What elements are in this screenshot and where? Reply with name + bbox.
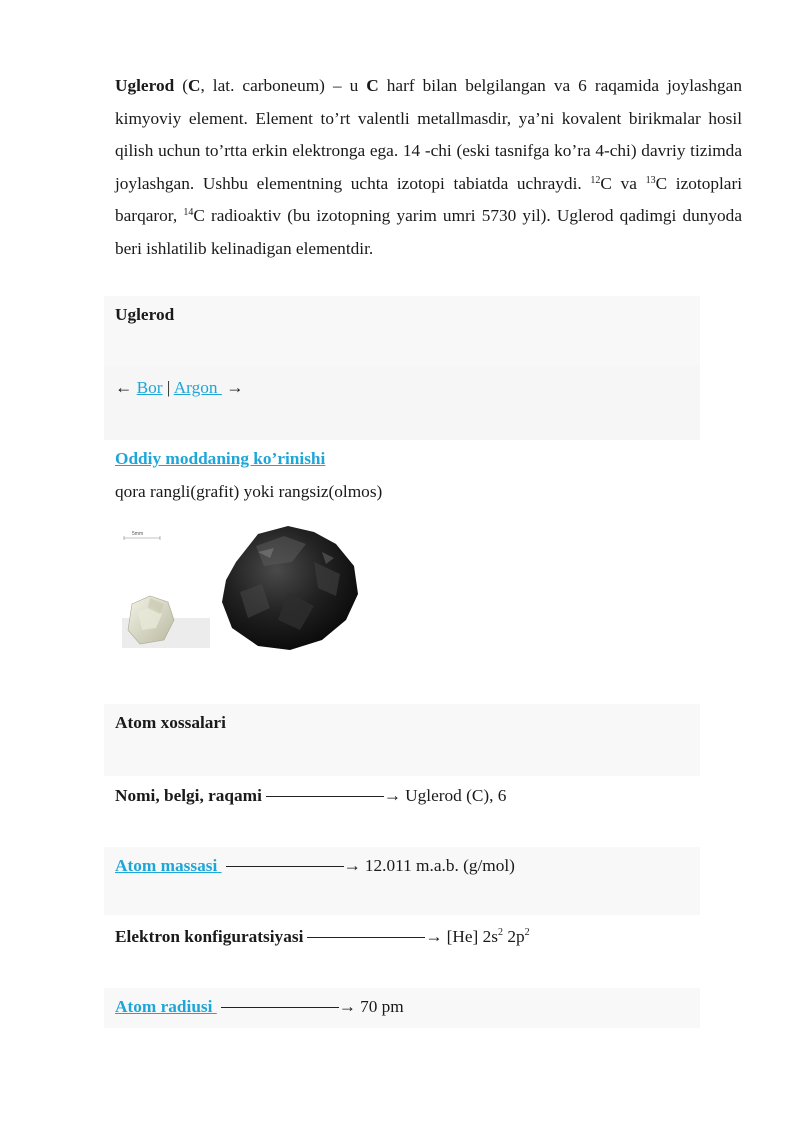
element-symbol: C: [187, 76, 201, 95]
arrow-right-icon: →: [343, 856, 361, 875]
arrow-right-icon: →: [338, 997, 357, 1016]
element-name: Uglerod: [115, 76, 175, 95]
isotope-mass: 12: [590, 174, 601, 186]
prev-element-link[interactable]: Bor: [136, 378, 163, 397]
orbital-sup: 2: [498, 927, 504, 938]
row-value: 2p: [503, 927, 525, 946]
appearance-heading[interactable]: [115, 449, 325, 469]
nav-separator: |: [166, 378, 171, 397]
atomic-radius-link[interactable]: [115, 997, 217, 1016]
atomic-mass-link[interactable]: [115, 856, 222, 875]
appearance-text: qora rangli(grafit) yoki rangsiz(olmos): [115, 482, 383, 501]
leader-line: [307, 937, 425, 938]
intro-paragraph: [115, 70, 742, 265]
intro-text: (: [174, 76, 188, 95]
row-value: [He] 2s: [446, 927, 499, 946]
leader-line: [266, 796, 384, 797]
row-name-symbol-number: [115, 786, 506, 806]
arrow-right-icon: →: [425, 927, 443, 946]
row-atomic-mass: [115, 856, 515, 876]
next-element-label: Argon: [173, 378, 218, 397]
diamond-icon: [112, 522, 212, 652]
next-element-link[interactable]: [174, 378, 222, 397]
row-value: 12.011 m.a.b. (g/mol): [364, 856, 515, 875]
graphite-image: [218, 522, 360, 656]
intro-text: C izotoplari barqaror,: [115, 173, 743, 225]
row-label: Atom massasi: [115, 856, 218, 875]
leader-line: [221, 1007, 339, 1008]
arrow-right-icon: →: [383, 786, 402, 805]
intro-text: C va: [600, 173, 646, 193]
graphite-icon: [218, 522, 360, 656]
arrow-right-icon: →: [226, 378, 244, 397]
row-value: Uglerod (C), 6: [405, 786, 507, 805]
diamond-image: [112, 522, 212, 652]
row-electron-config: [115, 927, 530, 947]
row-label: Elektron konfiguratsiyasi: [115, 927, 304, 946]
appearance-link[interactable]: Oddiy moddaning ko’rinishi: [115, 449, 326, 468]
row-label: Nomi, belgi, raqami: [115, 786, 262, 805]
element-symbol: C: [366, 76, 379, 95]
row-value: 70 pm: [360, 997, 404, 1016]
infobox-title: Uglerod: [115, 305, 175, 324]
leader-line: [226, 866, 344, 867]
intro-text: , lat. carboneum) – u: [200, 76, 367, 95]
isotope-mass: 13: [645, 174, 656, 186]
intro-text: harf bilan belgilangan va 6 raqamida joylashgan kimyoviy element. Element to’rt valentli metallmasdir, ya’ni kovalent birikmalar hosil qilish uchun to’rtta erkin elektronga ega. 14 -chi (eski tasnifga ko’ra 4-chi) davriy tizimda joylashgan. Ushbu elementning uchta izotopi tabiatda uchraydi.: [115, 76, 742, 193]
arrow-left-icon: ←: [115, 378, 133, 397]
row-label: Atom radiusi: [115, 997, 213, 1016]
scale-label: 5mm: [132, 531, 144, 537]
intro-text: C radioaktiv (bu izotopning yarim umri 5730 yil). Uglerod qadimgi dunyoda beri ishlatilib kelinadigan elementdir.: [115, 206, 742, 258]
atom-section-heading: Atom xossalari: [115, 713, 226, 732]
orbital-sup: 2: [524, 927, 530, 938]
infobox-title-band: [104, 296, 700, 366]
isotope-mass: 14: [183, 207, 194, 218]
element-nav: [115, 378, 244, 398]
row-atomic-radius: [115, 997, 404, 1017]
